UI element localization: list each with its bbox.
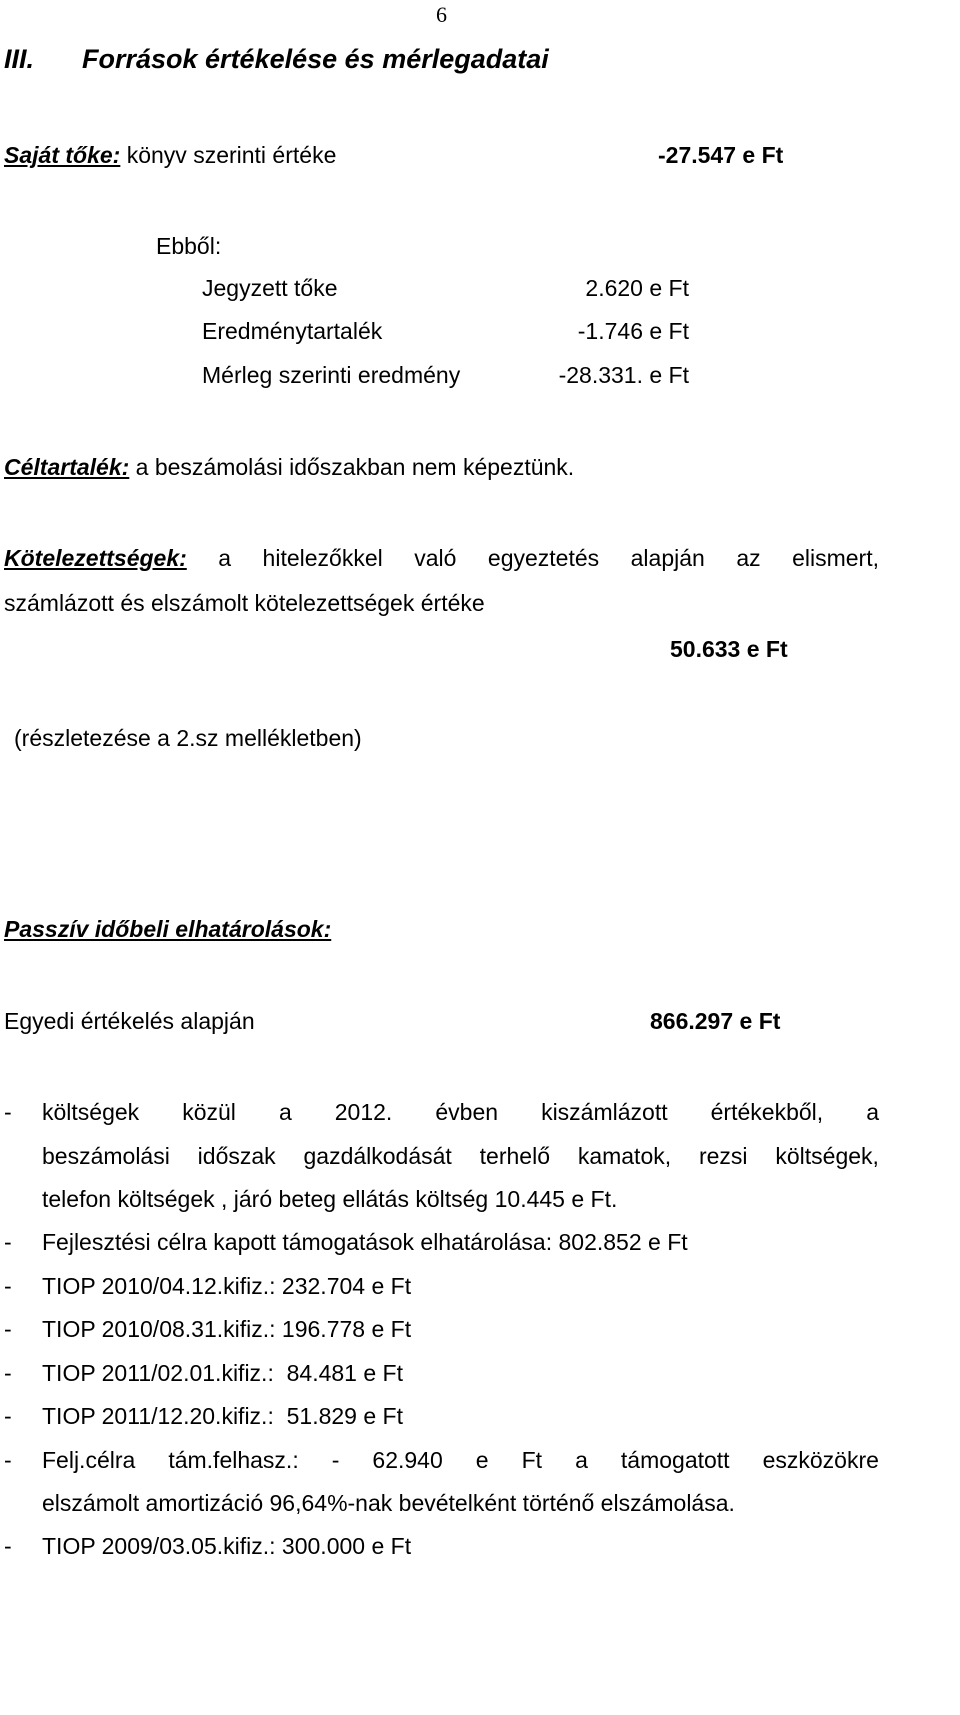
list-item: TIOP 2011/02.01.kifiz.: 84.481 e Ft [42,1360,403,1386]
accruals-basis-label: Egyedi értékelés alapján [4,1008,255,1034]
list-dash: - [4,1403,12,1429]
liabilities-note: (részletezése a 2.sz mellékletben) [14,725,362,751]
list-item: TIOP 2009/03.05.kifiz.: 300.000 e Ft [42,1533,412,1559]
word: évben [435,1099,499,1125]
word: egyeztetés [487,545,600,571]
section-number: III. [4,44,35,74]
accruals-heading: Passzív időbeli elhatárolások: [4,916,332,942]
word: közül [182,1099,236,1125]
list-dash: - [4,1360,12,1386]
provision-text: a beszámolási időszakban nem képeztünk. [129,454,575,480]
list-item: TIOP 2011/12.20.kifiz.: 51.829 e Ft [42,1403,403,1429]
list-dash: - [4,1447,12,1473]
list-item: Fejlesztési célra kapott támogatások elhatárolása: 802.852 e Ft [42,1229,688,1255]
word: - [331,1447,340,1473]
word: Felj.célra [42,1447,136,1473]
liabilities-line2: számlázott és elszámolt kötelezettségek értéke [4,590,485,616]
word: 62.940 [372,1447,443,1473]
capital-item-label: Jegyzett tőke [202,275,338,301]
liabilities-label: Kötelezettségek: [4,545,187,571]
word: időszak [197,1143,276,1169]
page-number: 6 [436,2,447,27]
capital-item-value: -1.746 e Ft [577,318,689,344]
word: tám.felhasz.: [168,1447,299,1473]
own-capital-value: -27.547 e Ft [658,142,784,168]
own-capital-line [4,144,336,167]
word: kamatok, [577,1143,672,1169]
list-dash: - [4,1099,12,1125]
word: eszközökre [762,1447,879,1473]
word: alapján [630,545,705,571]
list-dash: - [4,1273,12,1299]
capital-item-label: Mérleg szerinti eredmény [202,362,461,388]
word: a [866,1099,879,1125]
capital-item-value: 2.620 e Ft [585,275,689,301]
own-capital-label: Saját tőke: [4,142,121,168]
accruals-basis-value: 866.297 e Ft [650,1008,781,1034]
list-dash: - [4,1316,12,1342]
word: Ft [521,1447,543,1473]
list-item: TIOP 2010/08.31.kifiz.: 196.778 e Ft [42,1316,412,1342]
word: költségek, [775,1143,879,1169]
capital-item-label: Eredménytartalék [202,318,383,344]
capital-item-value: -28.331. e Ft [558,362,689,388]
list-item-line: elszámolt amortizáció 96,64%-nak bevételként történő elszámolása. [42,1490,735,1516]
word: hitelezőkkel [262,545,383,571]
word: elismert, [792,545,879,571]
word: az [736,545,761,571]
list-item-line [42,1145,879,1168]
provision-label: Céltartalék: [4,454,130,480]
list-item-line: telefon költségek , járó beteg ellátás költség 10.445 e Ft. [42,1186,618,1212]
provision-line [4,456,574,479]
section-title: Források értékelése és mérlegadatai [82,44,549,74]
word: beszámolási [42,1143,170,1169]
word: 2012. [334,1099,393,1125]
word: gazdálkodását [303,1143,452,1169]
list-item: TIOP 2010/04.12.kifiz.: 232.704 e Ft [42,1273,412,1299]
list-item-line [42,1449,879,1472]
own-capital-text: könyv szerinti értéke [120,142,337,168]
word: a [218,545,232,571]
word: e [475,1447,489,1473]
word: a [575,1447,588,1473]
of-which-label: Ebből: [156,233,222,259]
list-dash: - [4,1229,12,1255]
word: költségek [42,1099,140,1125]
list-item-line [42,1101,879,1124]
word: értékekből, [710,1099,824,1125]
section-heading [4,44,549,74]
word: a [278,1099,292,1125]
word: kiszámlázott [541,1099,668,1125]
word: rezsi [698,1143,748,1169]
word: terhelő [479,1143,550,1169]
liabilities-line1 [4,547,879,570]
word: való [414,545,457,571]
liabilities-value: 50.633 e Ft [670,636,788,662]
word: támogatott [620,1447,730,1473]
list-dash: - [4,1533,12,1559]
